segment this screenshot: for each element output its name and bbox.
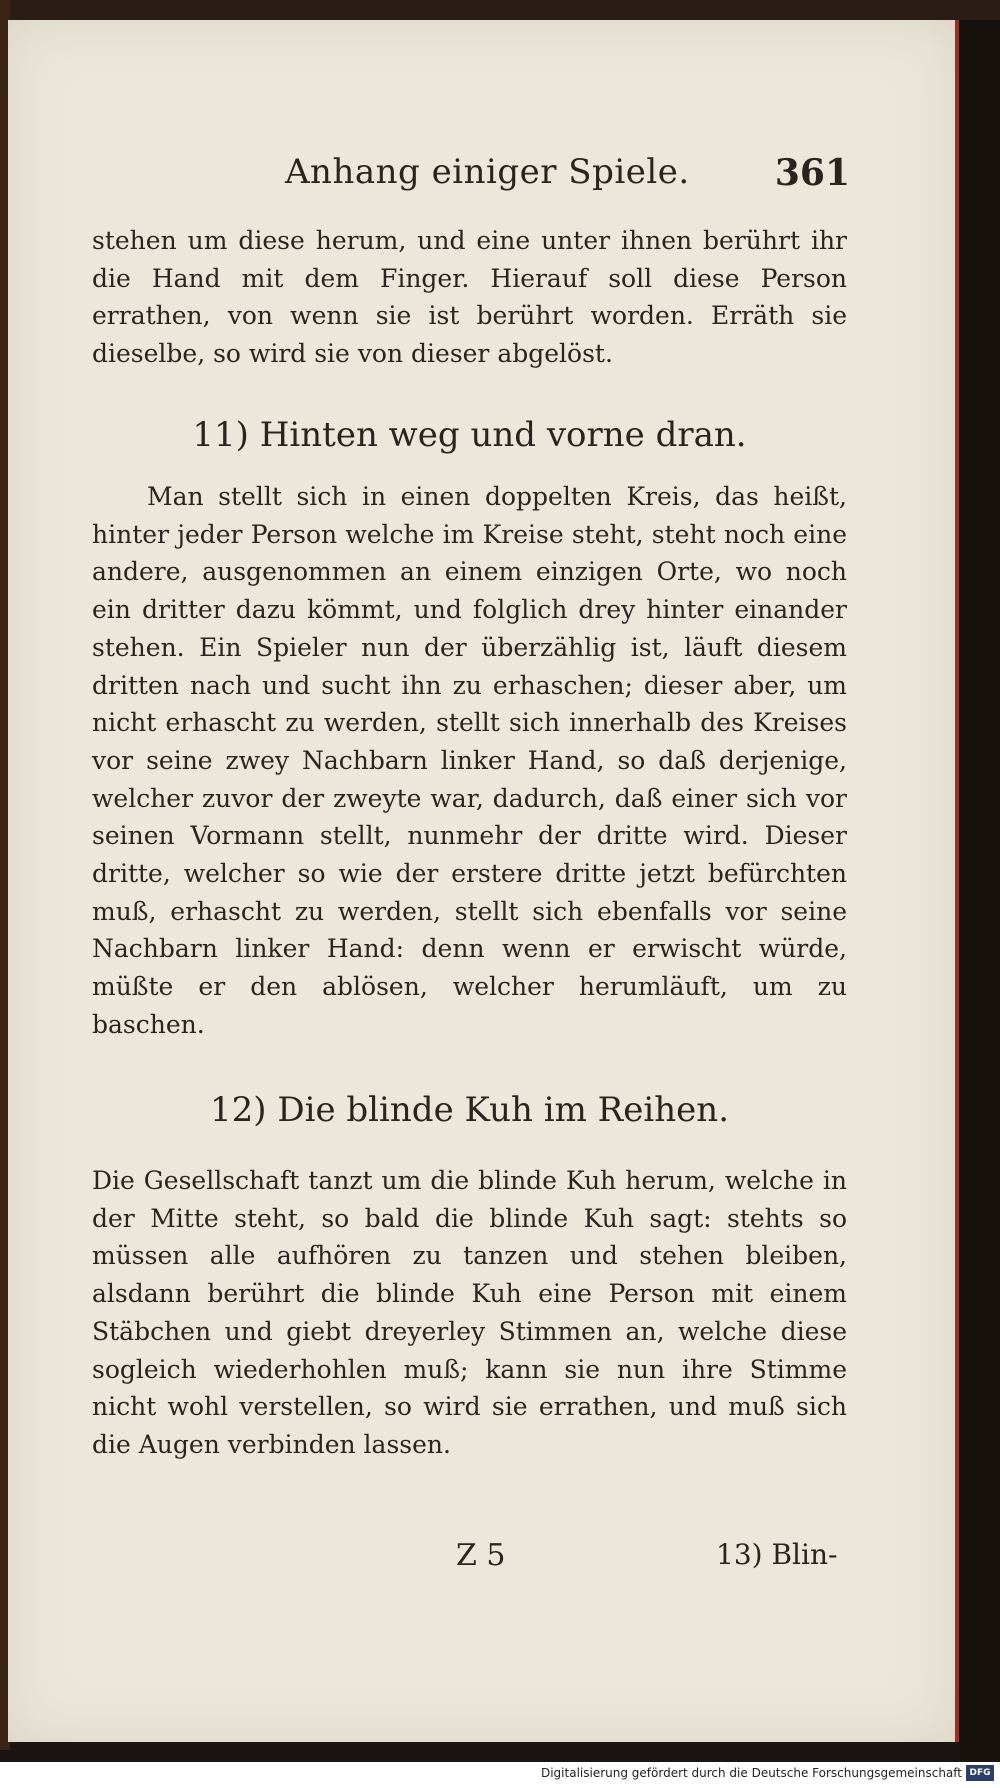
page-number: 361 <box>774 152 850 194</box>
page-header <box>90 152 850 202</box>
book-cover-right <box>959 20 1000 1760</box>
paragraph-section-11: Man stellt sich in einen doppelten Kreis, das heißt, hinter jeder Person welche im Kreise steht, steht noch eine andere, ausgenommen an einem einzigen Orte, wo noch ein dritter dazu kömmt, und folglich drey hinter einander stehen. Ein Spieler nun der überzählig ist, läuft diesem dritten nach und sucht ihn zu erhaschen; dieser aber, um nicht erhascht zu werden, stellt sich innerhalb des Kreises vor seine zwey Nachbarn linker Hand, so daß derjenige, welcher zuvor der zweyte war, dadurch, daß einer sich vor seinen Vormann stellt, nunmehr der dritte wird. Dieser dritte, welcher so wie der erstere dritte jetzt befürchten muß, erhascht zu werden, stellt sich ebenfalls vor seine Nachbarn linker Hand: denn wenn er erwischt würde, müßte er den ablösen, welcher herumläuft, um zu baschen. <box>92 482 847 1039</box>
dfg-logo: DFG <box>966 1765 994 1781</box>
digitization-credit: Digitalisierung gefördert durch die Deutsche Forschungsgemeinschaft <box>540 1766 962 1780</box>
section-heading-11: 11) Hinten weg und vorne dran. <box>192 415 747 455</box>
signature-mark: Z 5 <box>456 1538 506 1573</box>
catchword: 13) Blin- <box>716 1538 838 1571</box>
running-head: Anhang einiger Spiele. <box>285 152 690 192</box>
section-heading-12: 12) Die blinde Kuh im Reihen. <box>210 1090 729 1130</box>
paragraph-continuation: stehen um diese herum, und eine unter ihnen berührt ihr die Hand mit dem Finger. Hierauf soll diese Person errathen, von wenn sie ist berührt worden. Erräth sie dieselbe, so wird sie von dieser abgelöst. <box>92 226 847 369</box>
paragraph-section-12: Die Gesellschaft tanzt um die blinde Kuh herum, welche in der Mitte steht, so bald die blinde Kuh sagt: stehts so müssen alle aufhören zu tanzen und stehen bleiben, alsdann berührt die blinde Kuh eine Person mit einem Stäbchen und giebt dreyerley Stimmen an, welche diese sogleich wiederhohlen muß; kann sie nun ihre Stimme nicht wohl verstellen, so wird sie errathen, und muß sich die Augen verbinden lassen. <box>92 1166 847 1459</box>
